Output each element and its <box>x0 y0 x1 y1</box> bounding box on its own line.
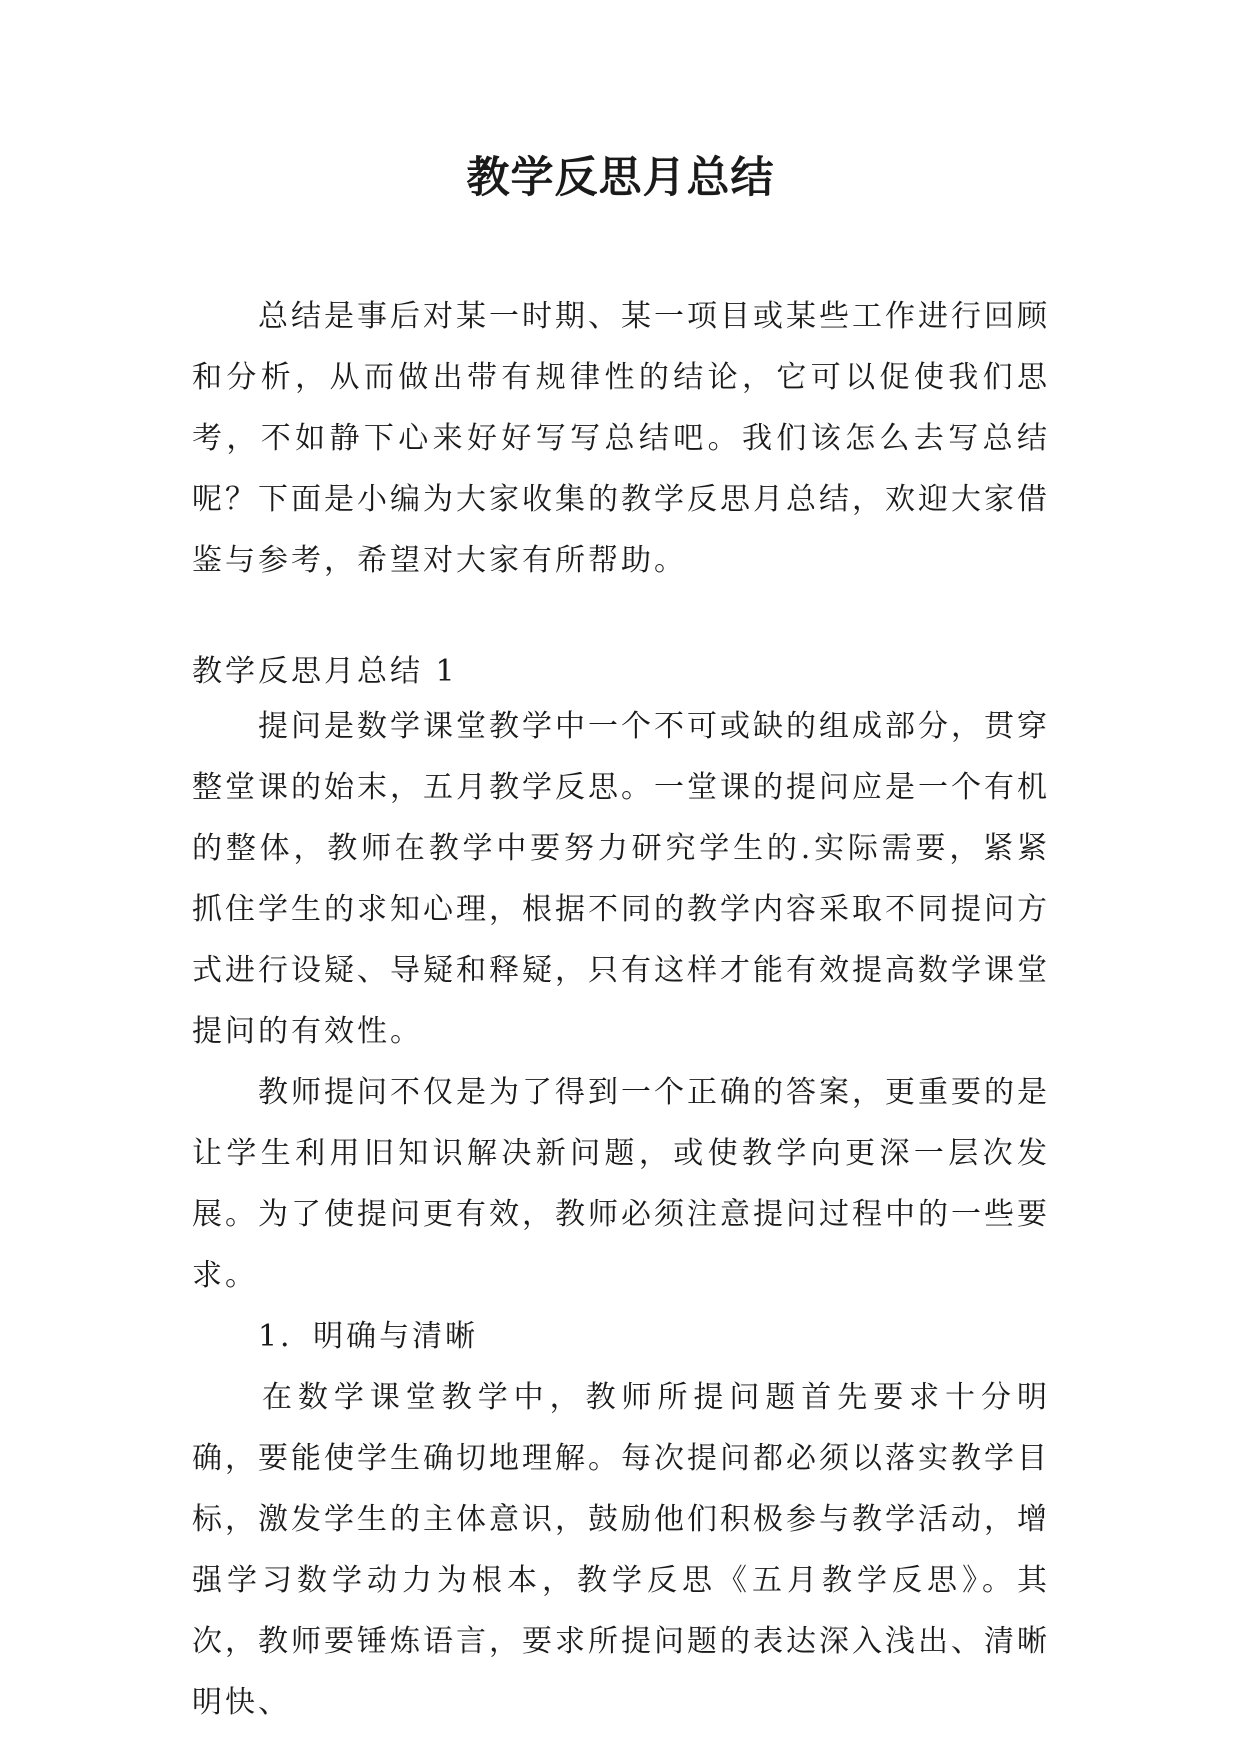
intro-block <box>192 286 1050 591</box>
numbered-subheading: 1．明确与清晰 <box>258 1319 479 1354</box>
body-paragraph: 提问是数学课堂教学中一个不可或缺的组成部分，贯穿整堂课的始末，五月教学反思。一堂课的提问应是一个有机的整体，教师在教学中要努力研究学生的.实际需要，紧紧抓住学生的求知心理，根据不同的教学内容采取不同提问方式进行设疑、导疑和释疑，只有这样才能有效提高数学课堂提问的有效性。 <box>192 709 1050 1049</box>
body-paragraph: 教师提问不仅是为了得到一个正确的答案，更重要的是让学生利用旧知识解决新问题，或使教学向更深一层次发展。为了使提问更有效，教师必须注意提问过程中的一些要求。 <box>192 1075 1050 1293</box>
section-heading: 教学反思月总结 1 <box>192 654 458 689</box>
section-body <box>192 696 1050 1733</box>
document-title: 教学反思月总结 <box>466 153 775 203</box>
body-paragraph: 在数学课堂教学中，教师所提问题首先要求十分明确，要能使学生确切地理解。每次提问都必须以落实教学目标，激发学生的主体意识，鼓励他们积极参与教学活动，增强学习数学动力为根本，教学反思《五月教学反思》。其次，教师要锤炼语言，要求所提问题的表达深入浅出、清晰明快、 <box>192 1380 1050 1720</box>
intro-paragraph: 总结是事后对某一时期、某一项目或某些工作进行回顾和分析，从而做出带有规律性的结论，它可以促使我们思考，不如静下心来好好写写总结吧。我们该怎么去写总结呢？下面是小编为大家收集的教学反思月总结，欢迎大家借鉴与参考，希望对大家有所帮助。 <box>192 299 1050 578</box>
